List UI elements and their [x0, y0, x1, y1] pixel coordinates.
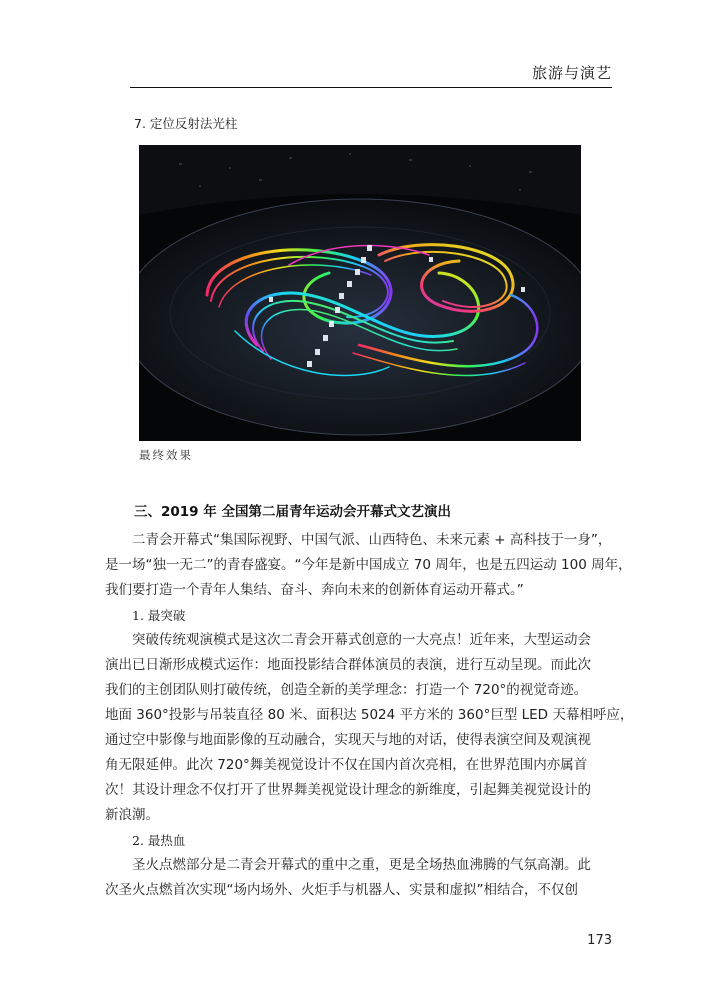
paragraph-line: 通过空中影像与地面影像的互动融合，实现天与地的对话，使得表演空间及观演视 [105, 732, 591, 748]
stadium-light-show-photo [139, 145, 581, 441]
paragraph-line: 圣火点燃部分是二青会开幕式的重中之重，更是全场热血沸腾的气氛高潮。此 [132, 857, 591, 873]
paragraph-line: 我们要打造一个青年人集结、奋斗、奔向未来的创新体育运动开幕式。” [105, 582, 524, 598]
paragraph-line: 次圣火点燃首次实现“场内场外、火炬手与机器人、实景和虚拟”相结合，不仅创 [105, 882, 578, 898]
body-text [105, 528, 634, 903]
paragraph-line: 地面 360°投影与吊装直径 80 米、面积达 5024 平方米的 360°巨型 LED 天幕相呼应， [105, 707, 634, 723]
paragraph-line: 新浪潮。 [105, 807, 159, 823]
subsection-heading: 1. 最突破 [132, 608, 186, 623]
paragraph-line: 次！其设计理念不仅打开了世界舞美视觉设计理念的新维度，引起舞美视觉设计的 [105, 782, 591, 798]
paragraph-line: 突破传统观演模式是这次二青会开幕式创意的一大亮点！近年来，大型运动会 [132, 632, 591, 648]
paragraph-line: 是一场“独一无二”的青春盛宴。“今年是新中国成立 70 周年，也是五四运动 100 周年， [105, 557, 632, 573]
paragraph-line: 演出已日渐形成模式运作：地面投影结合群体演员的表演，进行互动呈现。而此次 [105, 657, 591, 673]
paragraph-line: 我们的主创团队则打破传统，创造全新的美学理念：打造一个 720°的视觉奇迹。 [105, 682, 588, 698]
paragraph-line: 角无限延伸。此次 720°舞美视觉设计不仅在国内首次亮相，在世界范围内亦属首 [105, 757, 588, 773]
paragraph-line: 二青会开幕式“集国际视野、中国气派、山西特色、未来元素 + 高科技于一身”， [132, 532, 612, 548]
page-number: 173 [587, 933, 612, 948]
figure-title: 7. 定位反射法光柱 [134, 116, 238, 131]
subsection-heading: 2. 最热血 [132, 833, 186, 848]
running-header-title: 旅游与演艺 [531, 64, 612, 82]
header-rule [130, 87, 612, 88]
section-heading: 三、2019 年 全国第二届青年运动会开幕式文艺演出 [134, 504, 451, 520]
figure-caption: 最终效果 [139, 448, 193, 462]
